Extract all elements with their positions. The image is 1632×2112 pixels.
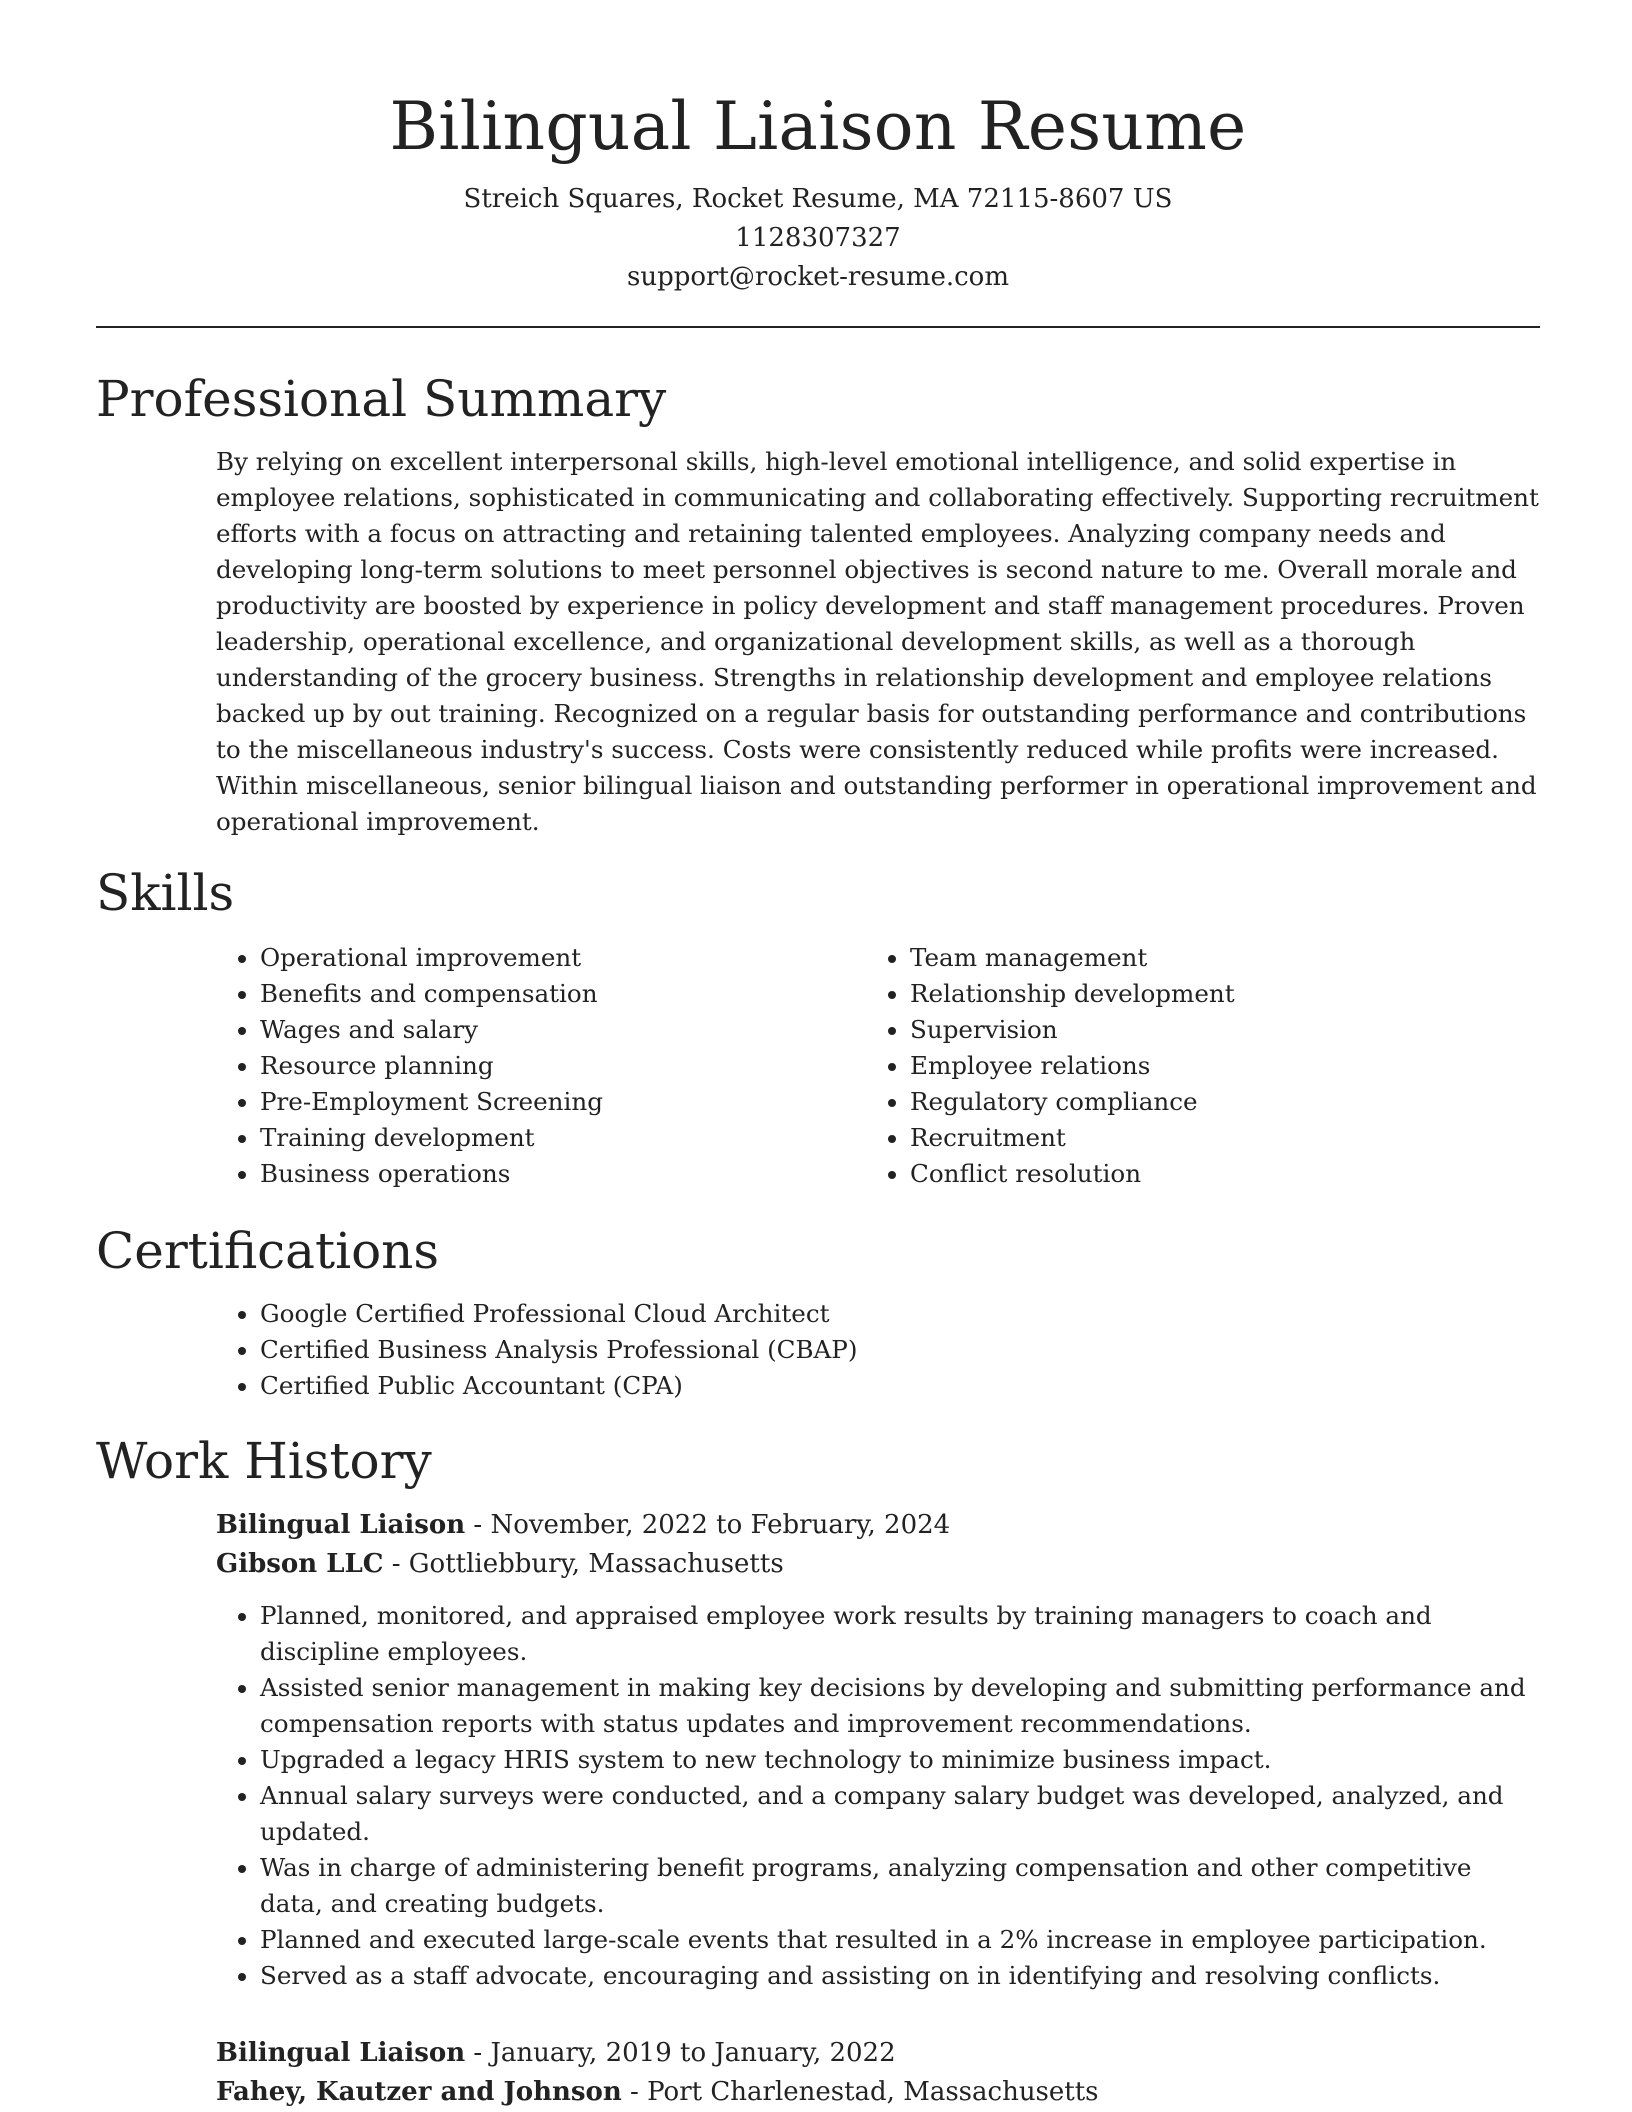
- skill-item: • Relationship development: [910, 976, 1516, 1012]
- skill-item: • Supervision: [910, 1012, 1516, 1048]
- skills-section: [96, 862, 1540, 1192]
- job-entry: [216, 2034, 1540, 2112]
- job-bullet: • Planned, monitored, and appraised employee work results by training managers to coach and discipline employees.: [260, 1598, 1540, 1670]
- skills-column-left: [216, 940, 866, 1192]
- skills-list-left: [216, 940, 866, 1192]
- job-dates: - November, 2022 to February, 2024: [465, 1510, 951, 1540]
- skill-item: • Business operations: [260, 1156, 866, 1192]
- summary-text: By relying on excellent interpersonal skills, high-level emotional intelligence, and solid expertise in employee relations, sophisticated in communicating and collaborating effectively. Supporting recruitment efforts with a focus on attracting and retaining talented employees. Analyzing company needs and developing long-term solutions to meet personnel objectives is second nature to me. Overall morale and productivity are boosted by experience in policy development and staff management procedures. Proven leadership, operational excellence, and organizational development skills, as well as a thorough understanding of the grocery business. Strengths in relationship development and employee relations backed up by out training. Recognized on a regular basis for outstanding performance and contributions to the miscellaneous industry's success. Costs were consistently reduced while profits were increased. Within miscellaneous, senior bilingual liaison and outstanding performer in operational improvement and operational improvement.: [216, 447, 1539, 836]
- certifications-list: [216, 1296, 1540, 1404]
- skills-column-right: [866, 940, 1516, 1192]
- skill-item: • Resource planning: [260, 1048, 866, 1084]
- contact-block: [96, 180, 1540, 297]
- skill-item: • Training development: [260, 1120, 866, 1156]
- skill-item: • Operational improvement: [260, 940, 866, 976]
- work-history-section: [96, 1430, 1540, 2112]
- skill-item: • Pre-Employment Screening: [260, 1084, 866, 1120]
- summary-section: [96, 368, 1540, 840]
- header-divider: [96, 326, 1540, 328]
- job-bullet: • Upgraded a legacy HRIS system to new technology to minimize business impact.: [260, 1742, 1540, 1778]
- skills-grid: [216, 940, 1540, 1192]
- contact-address: Streich Squares, Rocket Resume, MA 72115-8607 US: [463, 184, 1173, 214]
- certification-item: • Certified Public Accountant (CPA): [260, 1368, 1540, 1404]
- job-entry: [216, 1506, 1540, 1994]
- job-company-line: [216, 1545, 1540, 1584]
- job-bullet: • Assisted senior management in making key decisions by developing and submitting performance and compensation reports with status updates and improvement recommendations.: [260, 1670, 1540, 1742]
- resume-header: [96, 0, 1540, 297]
- certification-item: • Certified Business Analysis Professional (CBAP): [260, 1332, 1540, 1368]
- job-location: - Port Charlenestad, Massachusetts: [621, 2077, 1099, 2107]
- summary-heading: Professional Summary: [96, 370, 667, 428]
- certifications-list-wrap: [216, 1296, 1540, 1404]
- job-company: Fahey, Kautzer and Johnson: [216, 2077, 622, 2107]
- job-bullet: • Annual salary surveys were conducted, and a company salary budget was developed, analyzed, and updated.: [260, 1778, 1540, 1850]
- job-bullet: • Was in charge of administering benefit programs, analyzing compensation and other competitive data, and creating budgets.: [260, 1850, 1540, 1922]
- job-title-line: [216, 2034, 1540, 2073]
- skill-item: • Regulatory compliance: [910, 1084, 1516, 1120]
- skill-item: • Employee relations: [910, 1048, 1516, 1084]
- job-bullet: • Planned and executed large-scale events that resulted in a 2% increase in employee participation.: [260, 1922, 1540, 1958]
- certifications-section: [96, 1220, 1540, 1404]
- job-role: Bilingual Liaison: [216, 2038, 466, 2068]
- job-role: Bilingual Liaison: [216, 1510, 466, 1540]
- job-title-line: [216, 1506, 1540, 1545]
- skill-item: • Conflict resolution: [910, 1156, 1516, 1192]
- job-location: - Gottliebbury, Massachusetts: [383, 1549, 784, 1579]
- skill-item: • Team management: [910, 940, 1516, 976]
- skill-item: • Wages and salary: [260, 1012, 866, 1048]
- skills-heading: Skills: [96, 864, 235, 922]
- job-dates: - January, 2019 to January, 2022: [465, 2038, 896, 2068]
- job-bullets: [216, 1598, 1540, 1994]
- contact-email: support@rocket-resume.com: [626, 262, 1009, 292]
- skills-list-right: [866, 940, 1516, 1192]
- job-bullet: • Served as a staff advocate, encouraging and assisting on in identifying and resolving conflicts.: [260, 1958, 1540, 1994]
- skill-item: • Recruitment: [910, 1120, 1516, 1156]
- job-bullets-wrap: [216, 1598, 1540, 1994]
- job-company-line: [216, 2073, 1540, 2112]
- skill-item: • Benefits and compensation: [260, 976, 866, 1012]
- certification-item: • Google Certified Professional Cloud Architect: [260, 1296, 1540, 1332]
- resume-title: Bilingual Liaison Resume: [389, 88, 1247, 165]
- job-company: Gibson LLC: [216, 1549, 384, 1579]
- certifications-heading: Certifications: [96, 1222, 440, 1280]
- work-history-heading: Work History: [96, 1432, 432, 1490]
- contact-phone: 1128307327: [735, 223, 901, 253]
- resume-page: [96, 0, 1540, 2112]
